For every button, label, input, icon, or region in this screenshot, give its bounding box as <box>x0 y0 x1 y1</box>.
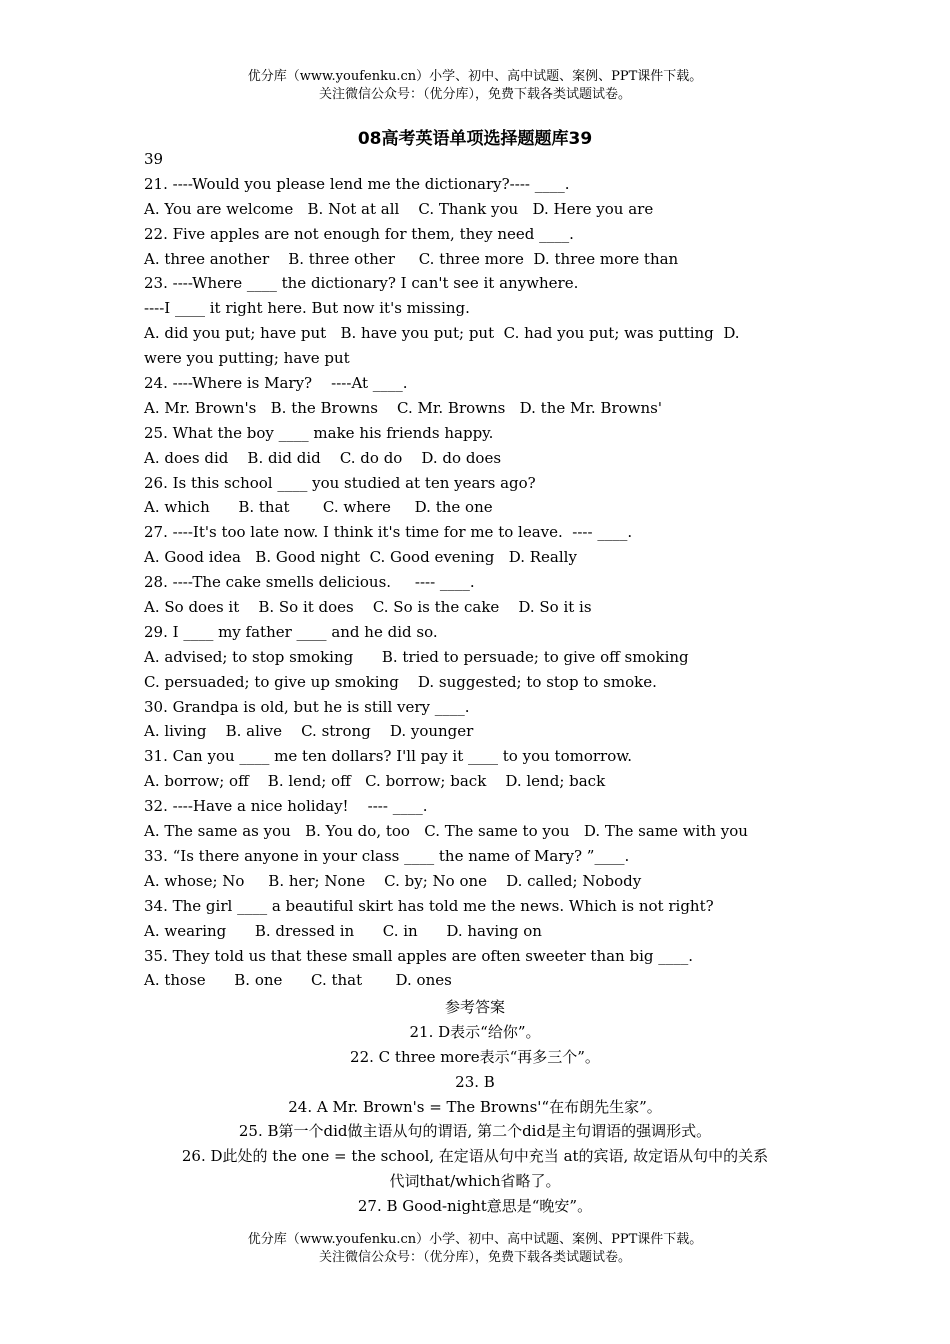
text-line: A. Good idea B. Good night C. Good evening D. Really <box>144 548 577 567</box>
text-line: A. Mr. Brown's B. the Browns C. Mr. Browns D. the Mr. Browns' <box>144 398 662 417</box>
text-line: 21. ----Would you please lend me the dictionary?---- ____. <box>144 174 570 193</box>
text-line: 31. Can you ____ me ten dollars? I'll pay it ____ to you tomorrow. <box>144 747 633 766</box>
text-line: A. whose; No B. her; None C. by; No one D. called; Nobody <box>144 871 642 890</box>
text-line: A. living B. alive C. strong D. younger <box>144 722 474 741</box>
footer-line-2: 关注微信公众号：（优分库），免费下载各类试题试卷。 <box>318 1250 631 1265</box>
header-line-1: 优分库（www.youfenku.cn）小学、初中、高中试题、案例、PPT课件下载。 <box>247 69 703 84</box>
text-line: A. advised; to stop smoking B. tried to persuade; to give off smoking <box>144 647 689 666</box>
text-line: A. You are welcome B. Not at all C. Thank you D. Here you are <box>144 199 654 218</box>
text-line: 39 <box>144 150 164 168</box>
text-line: C. persuaded; to give up smoking D. suggested; to stop to smoke. <box>144 672 657 691</box>
text-line: 24. ----Where is Mary? ----At ____. <box>144 374 408 393</box>
answer-line: 23. B <box>455 1072 495 1091</box>
page-title: 08高考英语单项选择题题库39 <box>357 129 593 149</box>
text-line: were you putting; have put <box>144 349 350 368</box>
text-line: 22. Five apples are not enough for them, they need ____. <box>144 224 574 243</box>
text-line: 29. I ____ my father ____ and he did so. <box>144 622 438 641</box>
text-line: A. The same as you B. You do, too C. The same to you D. The same with you <box>144 822 748 841</box>
text-line: A. wearing B. dressed in C. in D. having on <box>144 921 542 940</box>
answer-line: 27. B Good-night意思是“晚安”。 <box>357 1197 593 1216</box>
question-body <box>144 147 814 993</box>
text-line: A. So does it B. So it does C. So is the cake D. So it is <box>144 598 592 617</box>
text-line: 25. What the boy ____ make his friends happy. <box>144 423 494 442</box>
text-line: A. does did B. did did C. do do D. do does <box>144 448 502 467</box>
text-line: A. which B. that C. where D. the one <box>144 498 493 517</box>
text-line: 23. ----Where ____ the dictionary? I can't see it anywhere. <box>144 274 579 293</box>
text-line: 32. ----Have a nice holiday! ---- ____. <box>144 797 428 816</box>
text-line: 33. “Is there anyone in your class ____ the name of Mary? ”____. <box>144 846 630 865</box>
text-line: 27. ----It's too late now. I think it's time for me to leave. ---- ____. <box>144 523 633 542</box>
header-line-2: 关注微信公众号：（优分库），免费下载各类试题试卷。 <box>318 87 631 102</box>
answer-line: 代词that/which省略了。 <box>389 1172 561 1191</box>
text-line: 30. Grandpa is old, but he is still very ____. <box>144 697 470 716</box>
footer-line-1: 优分库（www.youfenku.cn）小学、初中、高中试题、案例、PPT课件下载。 <box>247 1232 703 1247</box>
text-line: A. did you put; have put B. have you put; put C. had you put; was putting D. <box>144 324 740 343</box>
answer-line: 24. A Mr. Brown's = The Browns'“在布朗先生家”。 <box>288 1097 662 1116</box>
answer-line: 21. D表示“给你”。 <box>409 1022 541 1041</box>
text-line: A. borrow; off B. lend; off C. borrow; back D. lend; back <box>144 772 606 791</box>
answer-line: 22. C three more表示“再多三个”。 <box>350 1047 600 1066</box>
text-line: ----I ____ it right here. But now it's missing. <box>144 299 470 318</box>
answer-line: 26. D此处的 the one = the school, 在定语从句中充当 at的宾语, 故定语从句中的关系 <box>181 1147 769 1166</box>
text-line: 26. Is this school ____ you studied at ten years ago? <box>144 473 536 492</box>
answer-line: 25. B第一个did做主语从句的谓语, 第二个did是主句谓语的强调形式。 <box>238 1122 712 1141</box>
text-line: A. three another B. three other C. three more D. three more than <box>144 249 679 268</box>
answer-section <box>144 995 806 1219</box>
answer-heading: 参考答案 <box>444 998 505 1016</box>
text-line: 28. ----The cake smells delicious. ---- ____. <box>144 573 475 592</box>
text-line: 35. They told us that these small apples are often sweeter than big ____. <box>144 946 694 965</box>
text-line: A. those B. one C. that D. ones <box>144 971 452 990</box>
text-line: 34. The girl ____ a beautiful skirt has told me the news. Which is not right? <box>144 896 714 915</box>
